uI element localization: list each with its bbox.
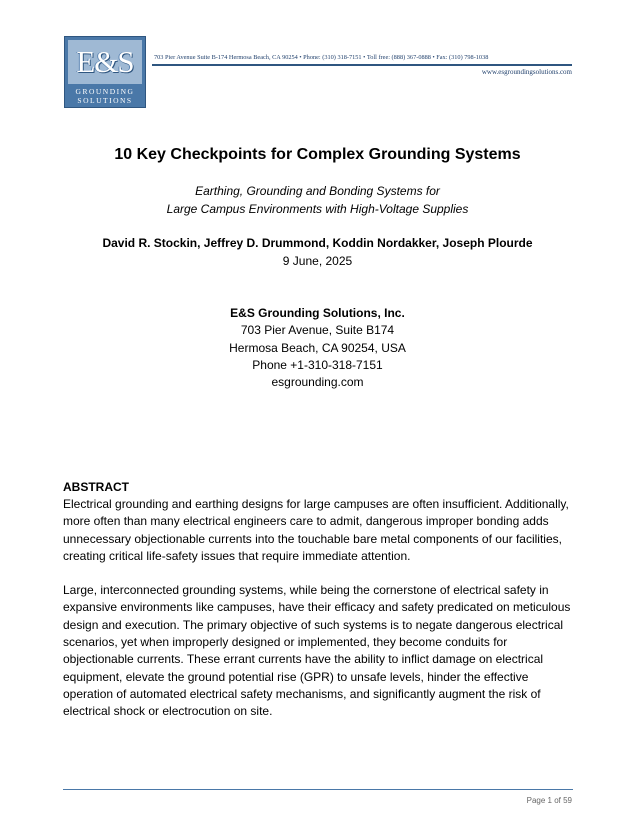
- header-address-line: 703 Pier Avenue Suite B-174 Hermosa Beach, CA 90254 • Phone: (310) 318-7151 • Toll free: (888) 367-0888 • Fax: (310) 798-1038: [154, 54, 489, 61]
- abstract-section: [63, 479, 578, 721]
- org-website[interactable]: esgrounding.com: [271, 375, 364, 389]
- paper-subtitle-line1: Earthing, Grounding and Bonding Systems for: [195, 184, 440, 198]
- org-name: E&S Grounding Solutions, Inc.: [230, 306, 405, 320]
- paper-subtitle-line2: Large Campus Environments with High-Voltage Supplies: [166, 202, 469, 216]
- paper-title: 10 Key Checkpoints for Complex Grounding Systems: [114, 146, 521, 163]
- abstract-heading: ABSTRACT: [63, 480, 129, 494]
- footer-divider: [63, 789, 573, 790]
- paper-date: 9 June, 2025: [282, 254, 353, 268]
- abstract-paragraph-2: Large, interconnected grounding systems, while being the cornerstone of electrical safety in expansive environments like campuses, have their efficacy and safety predicated on meticulous design and execution. The primary objective of such systems is to negate dangerous electrical scenarios, yet when improperly designed or implemented, they become conduits for objectionable currents. These errant currents have the ability to inflict damage on electrical equipment, elevate the ground potential rise (GPR) to unsafe levels, hinder the effective operation of automated electrical safety mechanisms, and significantly augment the risk of electrical shock or electrocution on site.: [63, 583, 571, 719]
- abstract-paragraph-1: Electrical grounding and earthing designs for large campuses are often insufficient. Additionally, more often than many electrical engineers care to admit, dangerous improper bonding adds unnecessary objectionable currents into the touchable bare metal components of our facilities, creating critical life-safety issues that require immediate attention.: [63, 497, 569, 563]
- org-phone: Phone +1-310-318-7151: [252, 358, 383, 372]
- logo-panel: [68, 40, 142, 84]
- header-divider: [152, 64, 572, 66]
- org-address-line1: 703 Pier Avenue, Suite B174: [240, 323, 395, 337]
- paper-authors: David R. Stockin, Jeffrey D. Drummond, Koddin Nordakker, Joseph Plourde: [102, 236, 533, 250]
- company-logo: [64, 36, 146, 108]
- header-website-link[interactable]: www.esgroundingsolutions.com: [481, 68, 572, 76]
- logo-mark: E&S: [76, 44, 134, 79]
- page-number: Page 1 of 59: [526, 796, 572, 805]
- org-address-line2: Hermosa Beach, CA 90254, USA: [229, 341, 406, 355]
- logo-subtitle-line1: GROUNDING: [75, 87, 135, 96]
- logo-subtitle-line2: SOLUTIONS: [77, 96, 133, 105]
